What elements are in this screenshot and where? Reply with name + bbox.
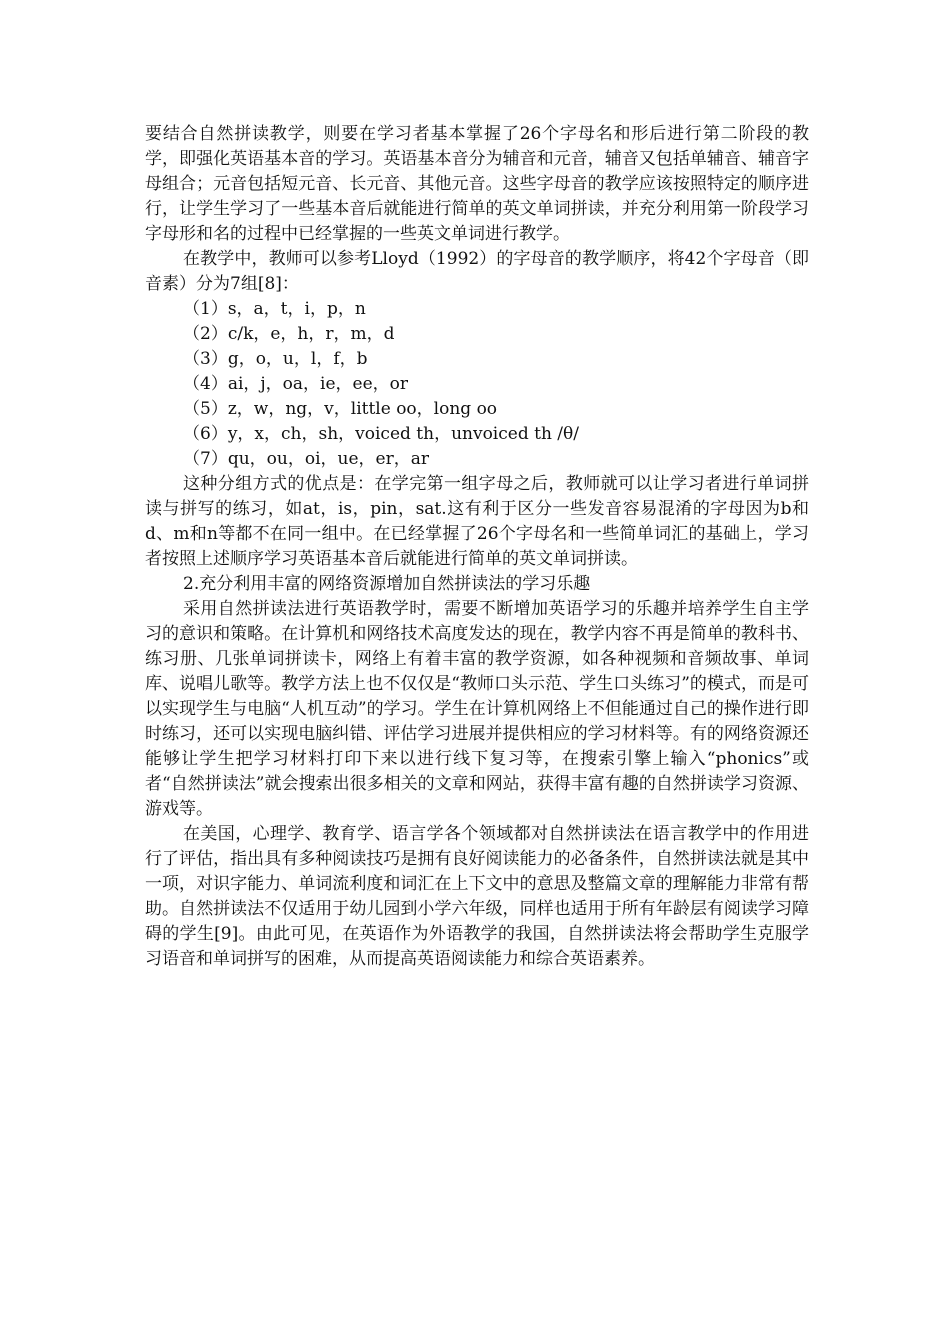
list-item: （2）c/k，e，h，r，m，d — [183, 324, 395, 344]
list-item: （3）g，o，u，l，f，b — [183, 349, 368, 369]
paragraph-grouping-advantage: 这种分组方式的优点是：在学完第一组字母之后，教师就可以让学习者进行单词拼读与拼写的练习，如at，is，pin，sat.这有利于区分一些发音容易混淆的字母因为b和d、m和n等都不在同一组中。在已经掌握了26个字母名和一些简单词汇的基础上，学习者按照上述顺序学习英语基本音后就能进行简单的英文单词拼读。 — [145, 474, 809, 569]
section-heading: 2.充分利用丰富的网络资源增加自然拼读法的学习乐趣 — [183, 574, 591, 594]
list-item: （6）y，x，ch，sh，voiced th，unvoiced th /θ/ — [183, 424, 579, 444]
list-item: （1）s，a，t，i，p，n — [183, 299, 366, 319]
paragraph-usa-evaluation: 在美国，心理学、教育学、语言学各个领域都对自然拼读法在语言教学中的作用进行了评估，指出具有多种阅读技巧是拥有良好阅读能力的必备条件，自然拼读法就是其中一项，对识字能力、单词流利度和词汇在上下文中的意思及整篇文章的理解能力非常有帮助。自然拼读法不仅适用于幼儿园到小学六年级，同样也适用于所有年龄层有阅读学习障碍的学生[9]。由此可见，在英语作为外语教学的我国，自然拼读法将会帮助学生克服学习语音和单词拼写的困难，从而提高英语阅读能力和综合英语素养。 — [145, 824, 809, 969]
list-item: （4）ai，j，oa，ie，ee，or — [183, 374, 409, 394]
list-item: （7）qu，ou，oi，ue，er，ar — [183, 449, 429, 469]
list-item: （5）z，w，ng，v，little oo，long oo — [183, 399, 498, 419]
paragraph-lloyd-order: 在教学中，教师可以参考Lloyd（1992）的字母音的教学顺序，将42个字母音（即音素）分为7组[8]： — [145, 249, 809, 294]
paragraph-intro: 要结合自然拼读教学，则要在学习者基本掌握了26个字母名和形后进行第二阶段的教学，即强化英语基本音的学习。英语基本音分为辅音和元音，辅音又包括单辅音、辅音字母组合；元音包括短元音、长元音、其他元音。这些字母音的教学应该按照特定的顺序进行，让学生学习了一些基本音后就能进行简单的英文单词拼读，并充分利用第一阶段学习字母形和名的过程中已经掌握的一些英文单词进行教学。 — [145, 124, 809, 244]
document-page — [145, 122, 809, 972]
letter-sound-group-list — [145, 297, 809, 472]
paragraph-network-resources: 采用自然拼读法进行英语教学时，需要不断增加英语学习的乐趣并培养学生自主学习的意识和策略。在计算机和网络技术高度发达的现在，教学内容不再是简单的教科书、练习册、几张单词拼读卡，网络上有着丰富的教学资源，如各种视频和音频故事、单词库、说唱儿歌等。教学方法上也不仅仅是“教师口头示范、学生口头练习”的模式，而是可以实现学生与电脑“人机互动”的学习。学生在计算机网络上不但能通过自己的操作进行即时练习，还可以实现电脑纠错、评估学习进展并提供相应的学习材料等。有的网络资源还能够让学生把学习材料打印下来以进行线下复习等，在搜索引擎上输入“phonics”或者“自然拼读法”就会搜索出很多相关的文章和网站，获得丰富有趣的自然拼读学习资源、游戏等。 — [145, 599, 809, 819]
